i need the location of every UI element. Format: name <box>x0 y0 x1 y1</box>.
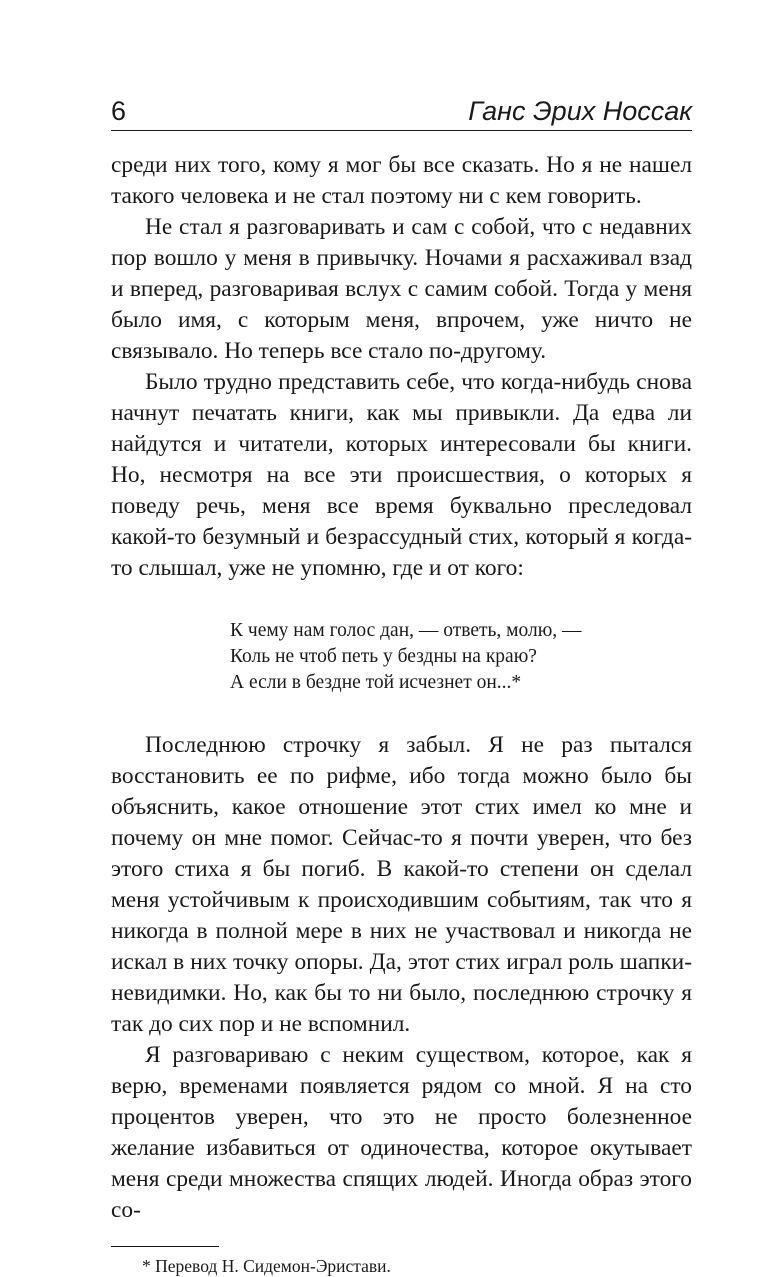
page-header <box>111 86 692 131</box>
poem-line: Коль не чтоб петь у бездны на краю? <box>230 646 537 667</box>
paragraph: Было трудно представить себе, что когда-нибудь снова начнут печатать книги, как мы привыкли. Да едва ли найдутся и читатели, которых интересовали бы книги. Но, несмотря на все эти происшествия, о которых я поведу речь, меня все время буквально преследовал какой-то безумный и безрассудный стих, который я когда-то слышал, уже не упомню, где и от кого: <box>111 369 692 581</box>
main-text <box>111 150 692 1226</box>
paragraph: Я разговариваю с неким существом, которое, как я верю, временами появляется рядом со мной. Я на сто процентов уверен, что это не просто болезненное желание избавиться от одиночества, которое окутывает меня среди множества спящих людей. Иногда образ этого со- <box>111 1042 692 1223</box>
page-number: 6 <box>111 96 127 126</box>
book-page <box>111 86 692 1277</box>
paragraph: Не стал я разговаривать и сам с собой, что с недавних пор вошло у меня в привычку. Ночами я расхаживал взад и вперед, разговаривая вслух с самим собой. Тогда у меня было имя, с которым меня, впрочем, уже ничто не связывало. Но теперь все стало по-другому. <box>111 214 692 364</box>
paragraph: среди них того, кому я мог бы все сказать. Но я не нашел такого человека и не стал поэтому ни с кем говорить. <box>111 152 692 209</box>
footnote: * Перевод Н. Сидемон-Эристави. <box>142 1256 391 1276</box>
poem-line: А если в бездне той исчезнет он...* <box>230 672 522 693</box>
poem-quote <box>230 618 692 696</box>
footnote-divider <box>111 1246 219 1247</box>
paragraph: Последнюю строчку я забыл. Я не раз пытался восстановить ее по рифме, ибо тогда можно было бы объяснить, какое отношение этот стих имел ко мне и почему он мне помог. Сейчас-то я почти уверен, что без этого стиха я бы погиб. В какой-то степени он сделал меня устойчивым к происходившим событиям, так что я никогда в полной мере в них не участвовал и никогда не искал в них точку опоры. Да, этот стих играл роль шапки-невидимки. Но, как бы то ни было, последнюю строчку я так до сих пор и не вспомнил. <box>111 732 692 1037</box>
poem-line: К чему нам голос дан, — ответь, молю, — <box>230 620 582 641</box>
running-title: Ганс Эрих Носсак <box>468 96 692 126</box>
